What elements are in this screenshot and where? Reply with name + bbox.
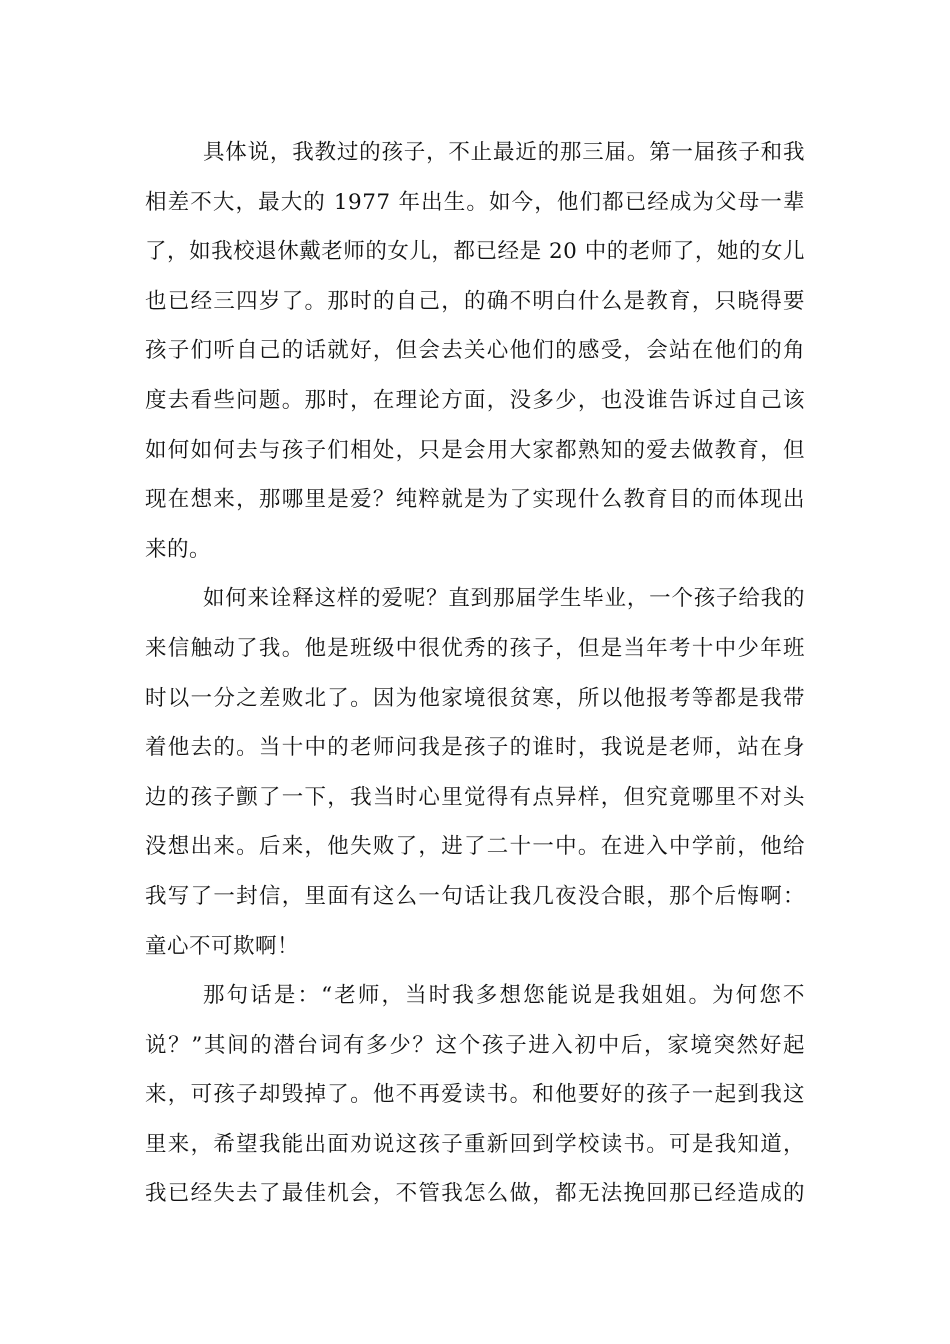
paragraph-line: 时以一分之差败北了。因为他家境很贫寒，所以他报考等都是我带 <box>145 685 805 711</box>
paragraph-line: 说？”其间的潜台词有多少？这个孩子进入初中后，家境突然好起 <box>145 1032 805 1058</box>
document-body <box>145 128 805 1219</box>
paragraph-line: 现在想来，那哪里是爱？纯粹就是为了实现什么教育目的而体现出 <box>145 487 805 513</box>
paragraph-1 <box>145 128 805 574</box>
paragraph-line: 着他去的。当十中的老师问我是孩子的谁时，我说是老师，站在身 <box>145 735 805 761</box>
paragraph-line: 里来，希望我能出面劝说这孩子重新回到学校读书。可是我知道， <box>145 1131 805 1157</box>
paragraph-2 <box>145 574 805 971</box>
paragraph-line: 那句话是：“老师，当时我多想您能说是我姐姐。为何您不 <box>203 983 805 1009</box>
paragraph-line: 童心不可欺啊！ <box>145 933 300 959</box>
paragraph-line: 具体说，我教过的孩子，不止最近的那三届。第一届孩子和我 <box>203 140 805 165</box>
paragraph-line: 相差不大，最大的 1977 年出生。如今，他们都已经成为父母一辈 <box>145 189 805 215</box>
paragraph-line: 来信触动了我。他是班级中很优秀的孩子，但是当年考十中少年班 <box>145 635 805 661</box>
paragraph-line: 我写了一封信，里面有这么一句话让我几夜没合眼，那个后悔啊： <box>145 883 805 909</box>
paragraph-line: 如何如何去与孩子们相处，只是会用大家都熟知的爱去做教育，但 <box>145 437 805 463</box>
paragraph-line: 边的孩子颤了一下，我当时心里觉得有点异样，但究竟哪里不对头 <box>145 784 805 810</box>
paragraph-3 <box>145 971 805 1219</box>
paragraph-line: 我已经失去了最佳机会，不管我怎么做，都无法挽回那已经造成的 <box>145 1181 805 1207</box>
paragraph-line: 来的。 <box>145 536 212 562</box>
paragraph-line: 来，可孩子却毁掉了。他不再爱读书。和他要好的孩子一起到我这 <box>145 1082 805 1108</box>
paragraph-line: 度去看些问题。那时，在理论方面，没多少，也没谁告诉过自己该 <box>145 387 805 413</box>
paragraph-line: 了，如我校退休戴老师的女儿，都已经是 20 中的老师了，她的女儿 <box>145 239 805 265</box>
paragraph-line: 没想出来。后来，他失败了，进了二十一中。在进入中学前，他给 <box>145 834 805 860</box>
paragraph-line: 也已经三四岁了。那时的自己，的确不明白什么是教育，只晓得要 <box>145 288 805 314</box>
paragraph-line: 孩子们听自己的话就好，但会去关心他们的感受，会站在他们的角 <box>145 338 805 364</box>
paragraph-line: 如何来诠释这样的爱呢？直到那届学生毕业，一个孩子给我的 <box>203 586 805 612</box>
